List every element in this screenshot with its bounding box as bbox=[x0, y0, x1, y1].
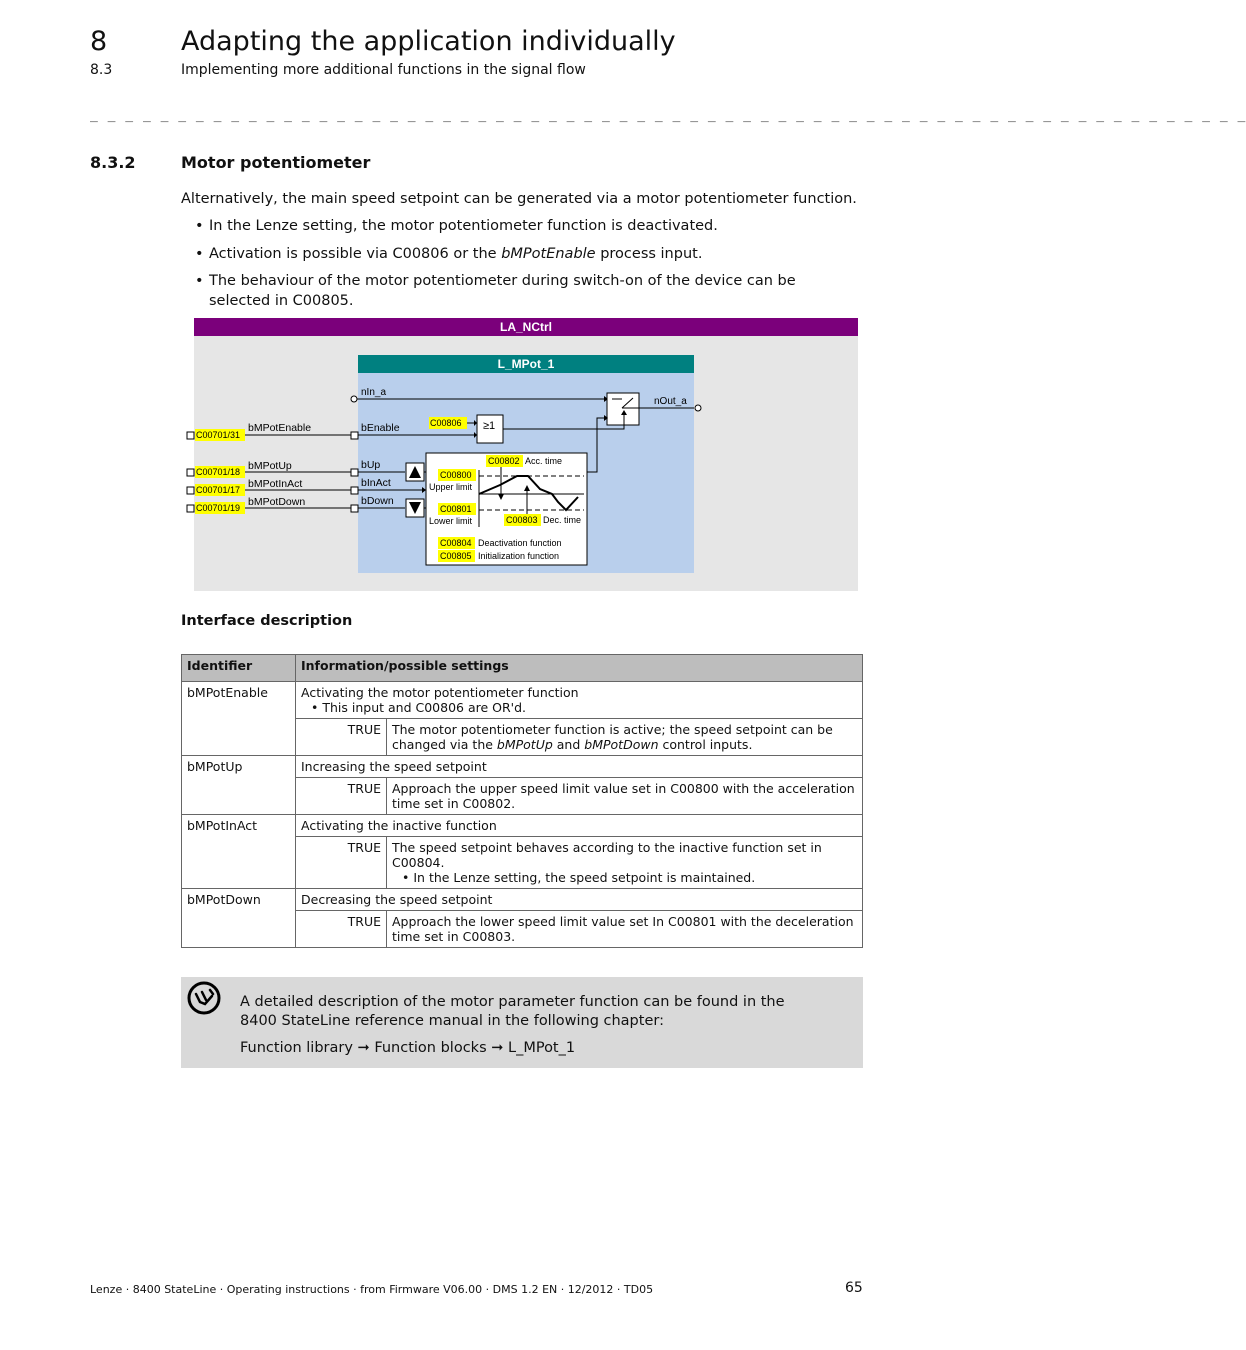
input-code: C00701/17 bbox=[196, 485, 241, 495]
bullet-item: • Activation is possible via C00806 or the bMPotEnable process input. bbox=[195, 246, 703, 262]
value-cell: TRUE bbox=[296, 911, 387, 948]
intro-paragraph: Alternatively, the main speed setpoint can be generated via a motor potentiometer function. bbox=[181, 191, 857, 207]
identifier-cell: bMPotInAct bbox=[182, 815, 296, 889]
arrow-icon: ➞ bbox=[357, 1040, 370, 1056]
input-name: bMPotEnable bbox=[248, 422, 312, 434]
identifier-cell: bMPotEnable bbox=[182, 682, 296, 756]
dec-code: C00803 bbox=[506, 515, 538, 525]
port-label: bDown bbox=[361, 495, 394, 507]
interface-table bbox=[181, 654, 863, 948]
table-row bbox=[182, 815, 863, 837]
table-row bbox=[182, 756, 863, 778]
subsection-number: 8.3.2 bbox=[90, 153, 136, 172]
info-cell: Activating the motor potentiometer function • This input and C00806 are OR'd. bbox=[296, 682, 863, 719]
desc-cell: The speed setpoint behaves according to the inactive function set in C00804. • In the Lenze setting, the speed setpoint is maintained. bbox=[387, 837, 863, 889]
value-cell: TRUE bbox=[296, 778, 387, 815]
identifier-cell: bMPotDown bbox=[182, 889, 296, 948]
desc-cell: The motor potentiometer function is active; the speed setpoint can be changed via the bMPotUp and bMPotDown control inputs. bbox=[387, 719, 863, 756]
input-name: bMPotInAct bbox=[248, 478, 303, 490]
input-code: C00701/31 bbox=[196, 430, 241, 440]
note-line: 8400 StateLine reference manual in the following chapter: bbox=[240, 1013, 664, 1029]
or-symbol: ≥1 bbox=[483, 420, 496, 432]
info-cell: Decreasing the speed setpoint bbox=[296, 889, 863, 911]
chapter-title: Adapting the application individually bbox=[181, 26, 676, 57]
port-label: bInAct bbox=[361, 477, 391, 489]
value-cell: TRUE bbox=[296, 837, 387, 889]
info-cell: Increasing the speed setpoint bbox=[296, 756, 863, 778]
col-header: Identifier bbox=[182, 655, 296, 682]
acc-label: Acc. time bbox=[525, 456, 563, 466]
interface-heading: Interface description bbox=[181, 613, 353, 629]
bullet-item: • In the Lenze setting, the motor potentiometer function is deactivated. bbox=[195, 218, 718, 234]
section-number: 8.3 bbox=[90, 62, 113, 78]
tip-hand-icon bbox=[186, 980, 224, 1018]
upper-code: C00800 bbox=[440, 470, 472, 480]
block-title: L_MPot_1 bbox=[497, 357, 555, 371]
nout-label: nOut_a bbox=[654, 396, 687, 407]
desc-cell: Approach the upper speed limit value set in C00800 with the acceleration time set in C00802. bbox=[387, 778, 863, 815]
subsection-title: Motor potentiometer bbox=[181, 153, 371, 172]
upper-label: Upper limit bbox=[429, 482, 473, 492]
lower-label: Lower limit bbox=[429, 516, 473, 526]
bullet-item: • The behaviour of the motor potentiometer during switch-on of the device can be selected in C00805. bbox=[195, 273, 796, 309]
nin-label: nIn_a bbox=[361, 387, 387, 398]
init-code: C00805 bbox=[440, 551, 472, 561]
section-title: Implementing more additional functions in the signal flow bbox=[181, 62, 586, 78]
acc-code: C00802 bbox=[488, 456, 520, 466]
identifier-cell: bMPotUp bbox=[182, 756, 296, 815]
deact-label: Deactivation function bbox=[478, 538, 562, 548]
lower-code: C00801 bbox=[440, 504, 472, 514]
input-name: bMPotUp bbox=[248, 460, 292, 472]
init-label: Initialization function bbox=[478, 551, 560, 561]
note-path: Function library ➞ Function blocks ➞ L_MPot_1 bbox=[240, 1040, 576, 1056]
value-cell: TRUE bbox=[296, 719, 387, 756]
outer-block-title: LA_NCtrl bbox=[499, 320, 553, 334]
input-code: C00701/18 bbox=[196, 467, 241, 477]
or-code: C00806 bbox=[430, 418, 462, 428]
table-row bbox=[182, 889, 863, 911]
dec-label: Dec. time bbox=[543, 515, 582, 525]
chapter-number: 8 bbox=[90, 26, 108, 57]
port-label: bEnable bbox=[361, 422, 400, 434]
input-code: C00701/19 bbox=[196, 503, 241, 513]
note-line: A detailed description of the motor parameter function can be found in the bbox=[240, 994, 785, 1010]
footer-text: Lenze · 8400 StateLine · Operating instructions · from Firmware V06.00 · DMS 1.2 EN · 12/2012 · TD05 bbox=[90, 1283, 654, 1296]
desc-cell: Approach the lower speed limit value set In C00801 with the deceleration time set in C00803. bbox=[387, 911, 863, 948]
input-name: bMPotDown bbox=[248, 496, 306, 508]
mpot-block-diagram bbox=[0, 0, 1246, 600]
info-cell: Activating the inactive function bbox=[296, 815, 863, 837]
header-divider: _ _ _ _ _ _ _ _ _ _ _ _ _ _ _ _ _ _ _ _ _ _ _ _ _ _ _ _ _ _ _ _ _ _ _ _ _ _ _ _ _ _ _ _ _ _ _ _ _ _ _ _ _ _ _ _ _ _ _ _ _ _ _ _ _ _ bbox=[90, 108, 1246, 123]
deact-code: C00804 bbox=[440, 538, 472, 548]
table-row bbox=[182, 682, 863, 719]
arrow-icon: ➞ bbox=[491, 1040, 504, 1056]
page-number: 65 bbox=[845, 1280, 863, 1296]
port-label: bUp bbox=[361, 459, 381, 471]
col-header: Information/possible settings bbox=[296, 655, 863, 682]
